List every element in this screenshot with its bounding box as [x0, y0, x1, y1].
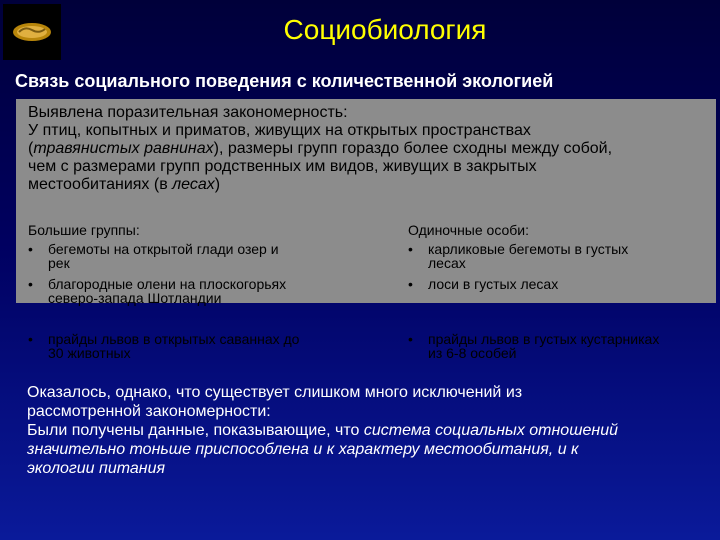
conclusion-line-4: значительно тоньше приспособлена и к характеру местообитания, и к [27, 441, 579, 458]
lead-line-2: У птиц, копытных и приматов, живущих на открытых пространствах [28, 122, 531, 139]
left-column-heading: Большие группы: [28, 222, 140, 238]
right-column-heading: Одиночные особи: [408, 222, 530, 238]
conclusion-line-5: экологии питания [27, 460, 166, 477]
left-bullet-2: • благородные олени на плоскогорьях северо-запада Шотландии [28, 276, 287, 306]
lead-line-3: (травянистых равнинах), размеры групп гораздо более сходны между собой, [28, 140, 613, 157]
lead-line-4: чем с размерами групп родственных им видов, живущих в закрытых [28, 158, 537, 175]
right-bullet-1: • карликовые бегемоты в густых лесах [408, 241, 629, 271]
right-bullet-2: • лоси в густых лесах [408, 276, 559, 292]
conclusion-line-3: Были получены данные, показывающие, что система социальных отношений [27, 422, 618, 439]
right-bullet-3: • прайды львов в густых кустарниках из 6-8 особей [408, 331, 660, 361]
conclusion-paragraph [27, 383, 618, 478]
lead-line-5: местообитаниях (в лесах) [28, 176, 221, 193]
left-bullet-1: • бегемоты на открытой глади озер и рек [28, 241, 279, 271]
left-bullet-3: • прайды львов в открытых саваннах до 30 животных [28, 331, 300, 361]
conclusion-line-2: рассмотренной закономерности: [27, 403, 271, 420]
lead-heading: Выявлена поразительная закономерность: [28, 104, 348, 121]
slide-subtitle: Связь социального поведения с количественной экологией [15, 71, 554, 91]
conclusion-line-1: Оказалось, однако, что существует слишком много исключений из [27, 384, 523, 401]
lead-paragraph [28, 104, 688, 194]
slide-title: Социобиология [283, 14, 487, 45]
